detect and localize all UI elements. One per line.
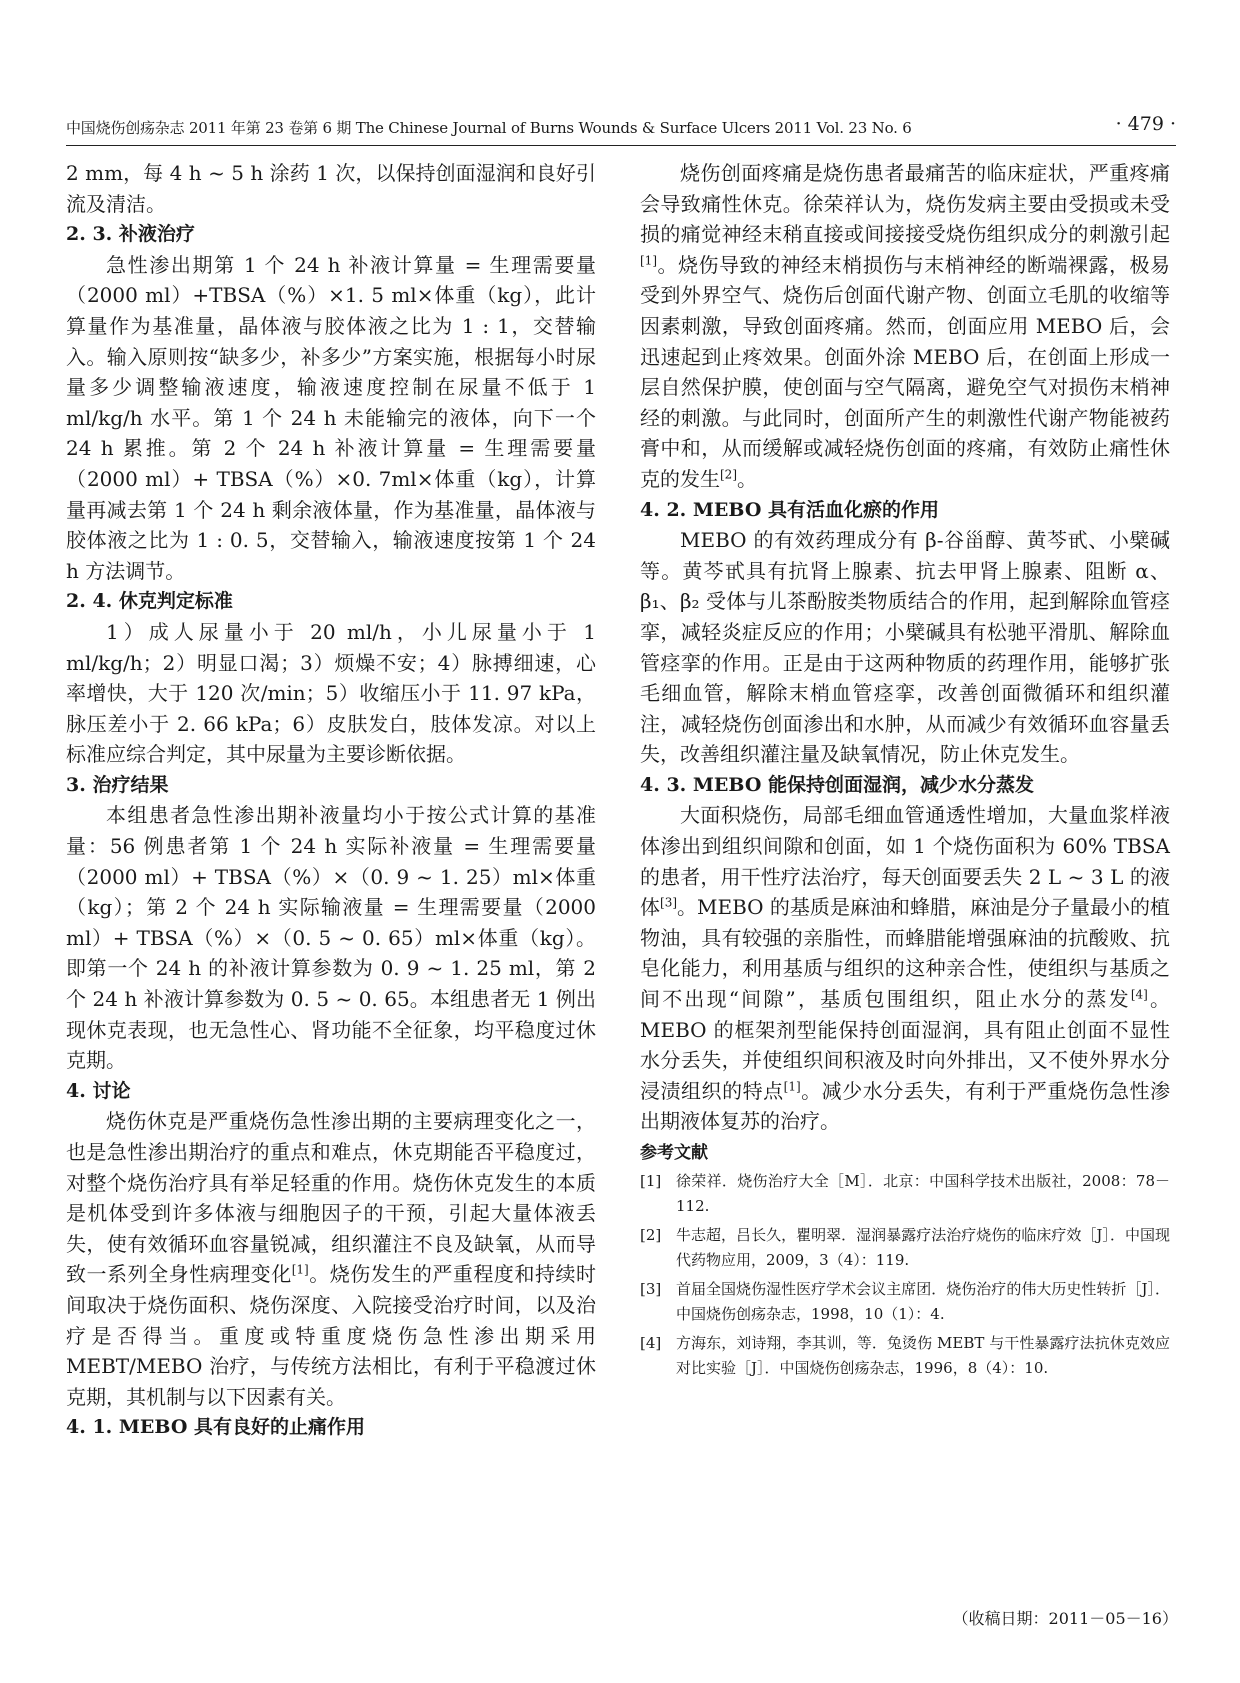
paragraph-results: 本组患者急性渗出期补液量均小于按公式计算的基准量：56 例患者第 1 个 24 h 实际补液量 = 生理需要量（2000 ml）+ TBSA（%）×（0. 9 ~ 1. 25）ml×体重（kg）；第 2 个 24 h 实际输液量 = 生理需要量（2000 ml）+ TBSA（%）×（0. 5 ~ 0. 65）ml×体重（kg）。即第一个 24 h 的补液计算参数为 0. 9 ~ 1. 25 ml，第 2 个 24 h 补液计算参数为 0. 5 ~ 0. 65。本组患者无 1 例出现休克表现，也无急性心、肾功能不全征象，均平稳度过休克期。: [66, 803, 596, 1073]
paragraph-shock-criteria: 1）成人尿量小于 20 ml/h，小儿尿量小于 1 ml/kg/h；2）明显口渴；3）烦燥不安；4）脉搏细速，心率增快，大于 120 次/min；5）收缩压小于 11. 97 kPa，脉压差小于 2. 66 kPa；6）皮肤发白，肢体发凉。对以上标准应综合判定，其中尿量为主要诊断依据。: [66, 619, 596, 767]
reference-number: [4]: [640, 1334, 662, 1352]
references-list: [640, 1169, 1170, 1381]
running-header: [66, 113, 1176, 143]
left-column: [66, 158, 596, 1443]
header-rule: [66, 145, 1176, 146]
moisture-text-a: 大面积烧伤，局部毛细血管通透性增加，大量血浆样液体渗出到组织间隙和创面，如 1 个烧伤面积为 60% TBSA 的患者，用干性疗法治疗，每天创面要丢失 2 L ~ 3 L 的液体: [640, 803, 1170, 920]
citation-ref: [1]: [783, 1079, 801, 1094]
running-title: 中国烧伤创疡杂志 2011 年第 23 卷第 6 期 The Chinese Journal of Burns Wounds & Surface Ulcers 2011 Vol. 23 No. 6: [66, 119, 912, 137]
reference-item: [640, 1223, 1170, 1273]
section-heading-4-2: 4. 2. MEBO 具有活血化瘀的作用: [640, 498, 939, 521]
reference-item: [640, 1331, 1170, 1381]
reference-text: 首届全国烧伤湿性医疗学术会议主席团．烧伤治疗的伟大历史性转折［J］．中国烧伤创疡杂志，1998，10（1）：4.: [676, 1280, 1170, 1323]
section-heading-2-4: 2. 4. 休克判定标准: [66, 590, 233, 613]
reference-text: 牛志超，吕长久，瞿明翠．湿润暴露疗法治疗烧伤的临床疗效［J］．中国现代药物应用，2009，3（4）：119.: [676, 1226, 1170, 1269]
right-column: [640, 158, 1170, 1385]
reference-item: [640, 1169, 1170, 1219]
analgesic-text-c: 。: [737, 466, 757, 491]
discussion-text-a: 烧伤休克是严重烧伤急性渗出期的主要病理变化之一，也是急性渗出期治疗的重点和难点，休克期能否平稳度过，对整个烧伤治疗具有举足轻重的作用。烧伤休克发生的本质是机体受到许多体液与细胞因子的干预，引起大量体液丢失，使有效循环血容量锐减，组织灌注不良及缺氧，从而导致一系列全身性病理变化: [66, 1109, 596, 1287]
analgesic-text-b: 。烧伤导致的神经末梢损伤与末梢神经的断端裸露，极易受到外界空气、烧伤后创面代谢产物、创面立毛肌的收缩等因素刺激，导致创面疼痛。然而，创面应用 MEBO 后，会迅速起到止疼效果。创面外涂 MEBO 后，在创面上形成一层自然保护膜，使创面与空气隔离，避免空气对损伤末梢神经的刺激。与此同时，创面所产生的刺激性代谢产物能被药膏中和，从而缓解或减轻烧伤创面的疼痛，有效防止痛性休克的发生: [640, 252, 1170, 491]
paragraph-analgesic: [640, 158, 1170, 495]
reference-text: 徐荣祥．烧伤治疗大全［M］．北京：中国科学技术出版社，2008：78－112.: [676, 1172, 1170, 1215]
section-heading-4-1: 4. 1. MEBO 具有良好的止痛作用: [66, 1416, 365, 1439]
reference-number: [3]: [640, 1280, 662, 1298]
section-heading-3: 3. 治疗结果: [66, 773, 169, 796]
moisture-text-c: 。MEBO 的框架剂型能保持创面湿润，具有阻止创面不显性水分丢失，并使组织间积液及时向外排出，又不使外界水分浸渍组织的特点: [640, 987, 1171, 1103]
reference-item: [640, 1277, 1170, 1327]
paragraph-continued: 2 mm，每 4 h ~ 5 h 涂药 1 次，以保持创面湿润和良好引流及清洁。: [66, 161, 596, 216]
references-title: 参考文献: [640, 1143, 708, 1163]
paragraph-blood-circulation: MEBO 的有效药理成分有 β-谷甾醇、黄芩甙、小檗碱等。黄芩甙具有抗肾上腺素、抗去甲肾上腺素、阻断 α、β₁、β₂ 受体与儿茶酚胺类物质结合的作用，起到解除血管痉挛，减轻炎症反应的作用；小檗碱具有松驰平滑肌、解除血管痉挛的作用。正是由于这两种物质的药理作用，能够扩张毛细血管，解除末梢血管痉挛，改善创面微循环和组织灌注，减轻烧伤创面渗出和水肿，从而减少有效循环血容量丢失，改善组织灌注量及缺氧情况，防止休克发生。: [640, 528, 1170, 767]
citation-ref: [4]: [1130, 987, 1148, 1002]
reference-number: [1]: [640, 1172, 662, 1190]
section-heading-4: 4. 讨论: [66, 1079, 131, 1102]
paragraph-moisture: [640, 800, 1170, 1137]
analgesic-text-a: 烧伤创面疼痛是烧伤患者最痛苦的临床症状，严重疼痛会导致痛性休克。徐荣祥认为，烧伤发病主要由受损或未受损的痛觉神经末稍直接或间接接受烧伤组织成分的刺激引起: [640, 161, 1170, 247]
received-date: （收稿日期：2011－05－16）: [952, 1609, 1178, 1628]
section-heading-2-3: 2. 3. 补液治疗: [66, 223, 195, 246]
moisture-text-b: 。MEBO 的基质是麻油和蜂腊，麻油是分子量最小的植物油，具有较强的亲脂性，而蜂腊能增强麻油的抗酸败、抗皂化能力，利用基质与组织的这种亲合性，使组织与基质之间不出现“间隙”，基质包围组织，阻止水分的蒸发: [640, 895, 1171, 1012]
citation-ref: [1]: [640, 253, 657, 268]
citation-ref: [1]: [291, 1262, 309, 1277]
citation-ref: [2]: [720, 467, 737, 482]
citation-ref: [3]: [660, 895, 678, 910]
section-heading-4-3: 4. 3. MEBO 能保持创面湿润，减少水分蒸发: [640, 773, 1034, 796]
reference-number: [2]: [640, 1226, 662, 1244]
moisture-text-d: 。减少水分丢失，有利于严重烧伤急性渗出期液体复苏的治疗。: [640, 1078, 1171, 1134]
paragraph-fluid-therapy: 急性渗出期第 1 个 24 h 补液计算量 = 生理需要量（2000 ml）+TBSA（%）×1. 5 ml×体重（kg），此计算量作为基准量，晶体液与胶体液之比为 1 : 1，交替输入。输入原则按“缺多少，补多少”方案实施，根据每小时尿量多少调整输液速度，输液速度控制在尿量不低于 1 ml/kg/h 水平。第 1 个 24 h 未能输完的液体，向下一个 24 h 累推。第 2 个 24 h 补液计算量 = 生理需要量（2000 ml）+ TBSA（%）×0. 7ml×体重（kg），计算量再减去第 1 个 24 h 剩余液体量，作为基准量，晶体液与胶体液之比为 1 : 0. 5，交替输入，输液速度按第 1 个 24 h 方法调节。: [66, 252, 596, 583]
paragraph-discussion: [66, 1106, 596, 1412]
reference-text: 方海东，刘诗翔，李其训，等．兔烫伤 MEBT 与干性暴露疗法抗休克效应对比实验［J］．中国烧伤创疡杂志，1996，8（4）：10.: [676, 1334, 1170, 1377]
discussion-text-b: 。烧伤发生的严重程度和持续时间取决于烧伤面积、烧伤深度、入院接受治疗时间，以及治疗是否得当。重度或特重度烧伤急性渗出期采用 MEBT/MEBO 治疗，与传统方法相比，有利于平稳渡过休克期，其机制与以下因素有关。: [66, 1262, 597, 1409]
page-number: · 479 ·: [1115, 113, 1176, 135]
